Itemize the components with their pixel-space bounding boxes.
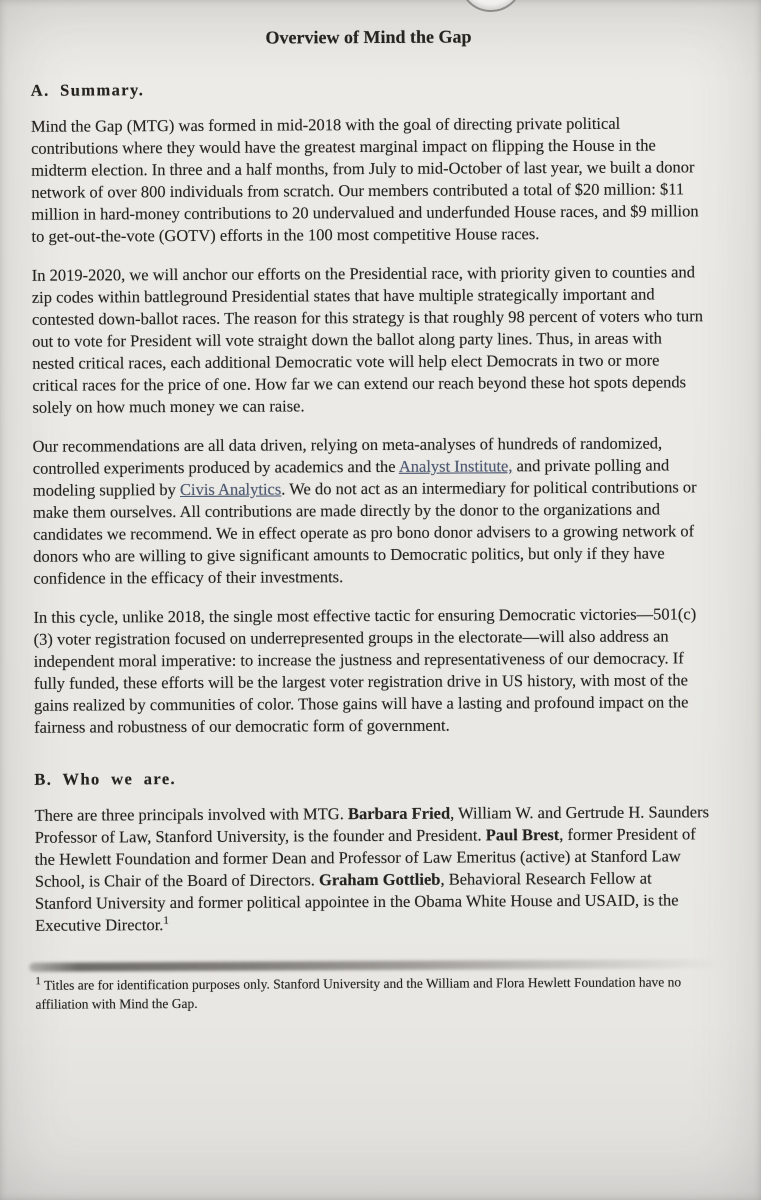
text-segment: , William W. and Gertrude H. Saunders Professor of Law, Stanford University, is the founder and President. <box>34 802 710 847</box>
barbara-fried-name: Barbara Fried <box>347 803 451 824</box>
summary-paragraph-3 <box>33 432 710 590</box>
section-heading-who-we-are: B. Who we are. <box>34 769 177 789</box>
text-segment: . We do not act as an intermediary for political contributions or make them ourselves. All contributions are made directly by the donor to the organizations and candidates we recommend. We in effect operate as pro bono donor advisers to a growing network of donors who are willing to give significant amounts to Democratic politics, but only if they have confidence in the efficacy of their investments. <box>32 477 697 588</box>
summary-paragraph-4: In this cycle, unlike 2018, the single most effective tactic for ensuring Democratic victories—501(c)(3) voter registration focused on underrepresented groups in the electorate—will also address an independent moral imperative: to increase the justness and representativeness of our democracy. If fully funded, these efforts will be the largest voter registration drive in US history, with most of the gains realized by communities of color. Those gains will have a lasting and profound impact on the fairness and robustness of our democratic form of government. <box>33 604 697 737</box>
footnote-marker: 1 <box>35 975 41 988</box>
summary-paragraph-1: Mind the Gap (MTG) was formed in mid-2018 with the goal of directing private political contributions where they would have the greatest marginal impact on flipping the House in the midterm election. In three and a half months, from July to mid-October of last year, we built a donor network of over 800 individuals from scratch. Our members contributed a total of $20 million: $11 million in hard-money contributions to 20 undervalued and underfunded House races, and $9 million to get-out-the-vote (GOTV) efforts in the 100 most competitive House races. <box>30 113 699 246</box>
text-segment: , Behavioral Research Fellow at Stanford University and former political appointee in the Obama White House and USAID, is the Executive Director. <box>34 868 679 935</box>
footnote-text: Titles are for identification purposes only. Stanford University and the William and Flora Hewlett Foundation have no affiliation with Mind the Gap. <box>35 974 682 1012</box>
text-segment: , former President of the Hewlett Foundation and former Dean and Professor of Law Emeritus (active) at Stanford Law School, is Chair of the Board of Directors. <box>34 824 696 891</box>
document-content <box>30 24 711 1014</box>
text-segment: and private polling and modeling supplied by <box>32 455 670 500</box>
paul-brest-name: Paul Brest <box>485 825 560 845</box>
text-segment: There are three principals involved with MTG. <box>34 804 348 825</box>
who-we-are-paragraph <box>34 801 711 937</box>
scan-smudge-artifact <box>29 959 721 972</box>
summary-paragraph-2: In 2019-2020, we will anchor our efforts on the Presidential race, with priority given to counties and zip codes within battleground Presidential states that have multiple strategically important and contested down-ballot races. The reason for this strategy is that roughly 98 percent of voters who turn out to vote for President will vote straight down the ballot along party lines. Thus, in areas with nested critical races, each additional Democratic vote will help elect Democrats in two or more critical races for the price of one. How far we can extend our reach beyond these hot spots depends solely on how much money we can raise. <box>31 262 703 417</box>
graham-gottlieb-name: Graham Gottlieb <box>318 869 441 890</box>
footnote <box>35 972 711 1014</box>
section-heading-summary: A. Summary. <box>30 80 145 100</box>
civis-analytics-link[interactable]: Civis Analytics <box>179 479 282 499</box>
analyst-institute-link[interactable]: Analyst Institute, <box>398 456 513 476</box>
footnote-ref-marker: 1 <box>163 914 169 927</box>
punched-hole-mark <box>459 0 523 12</box>
text-segment: Our recommendations are all data driven, relying on meta-analyses of hundreds of randomized, controlled experiments produced by academics and the <box>32 433 663 478</box>
page-title: Overview of Mind the Gap <box>265 26 472 48</box>
